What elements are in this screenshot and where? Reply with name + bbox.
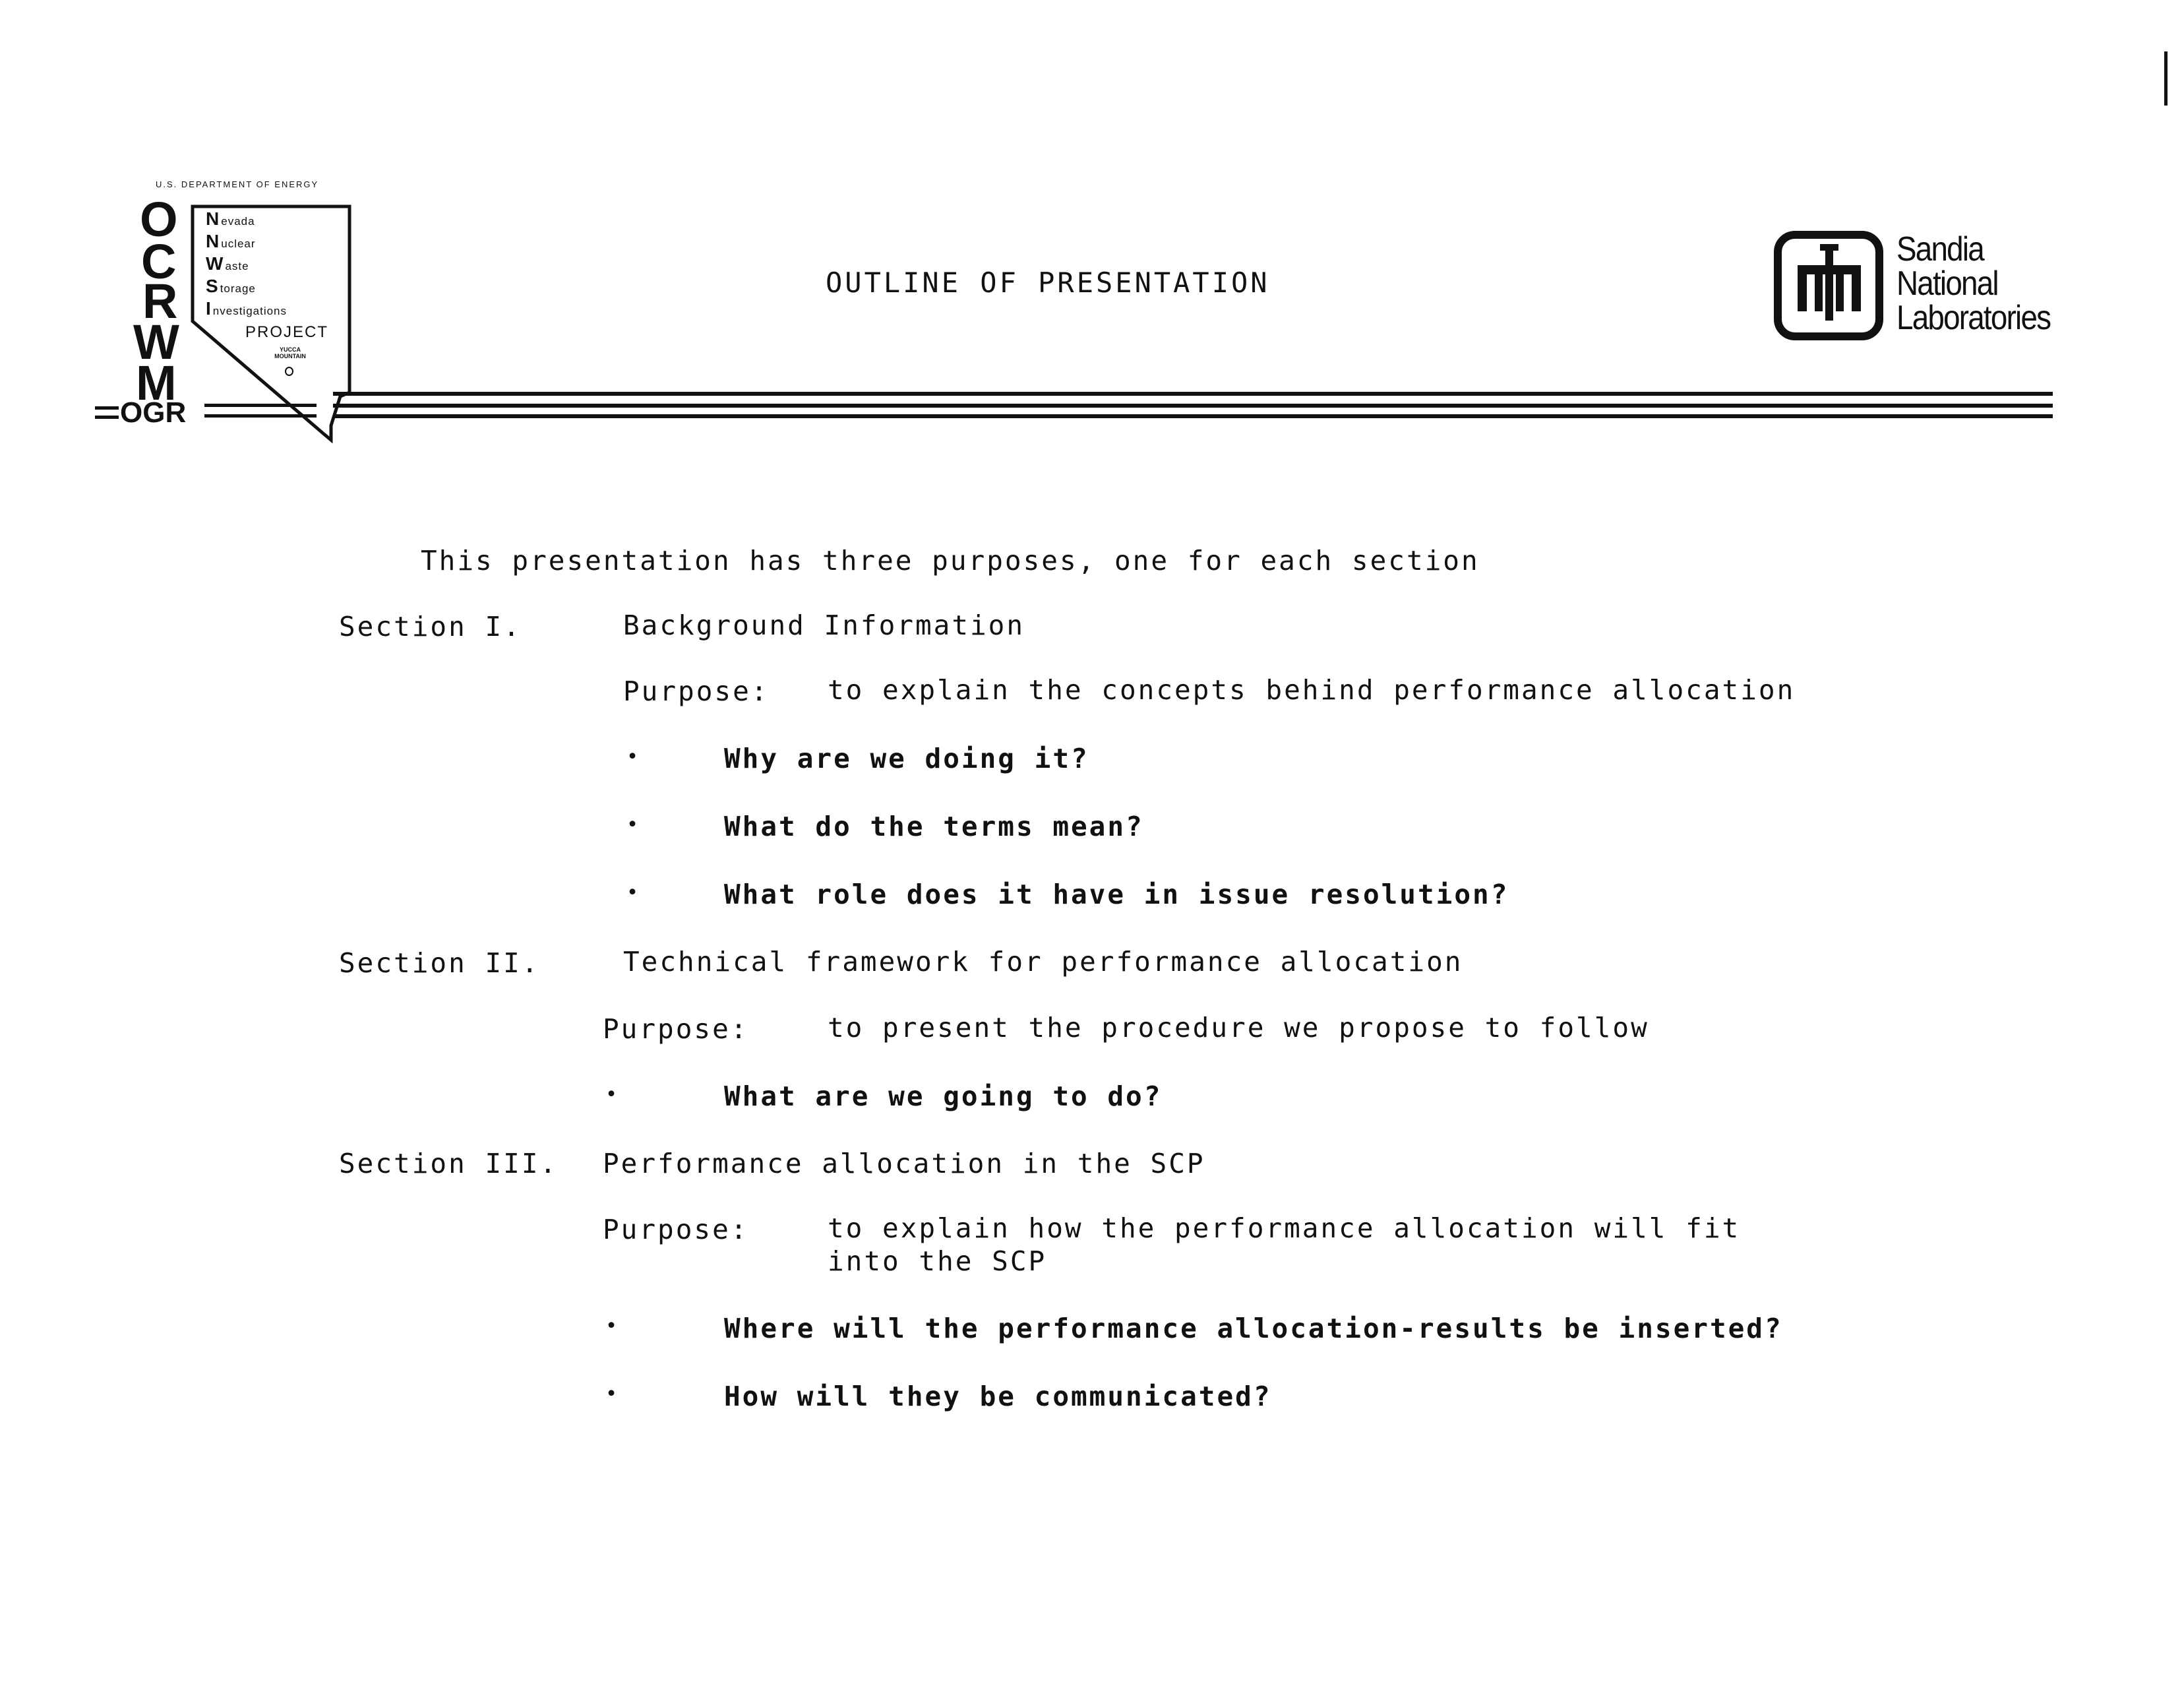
intro-text: This presentation has three purposes, one for each section <box>421 545 1480 576</box>
header-rule-long-bottom <box>333 414 2053 418</box>
page-title: OUTLINE OF PRESENTATION <box>826 266 1270 299</box>
yucca-mountain-label: YUCCA MOUNTAIN <box>274 346 306 359</box>
yucca-mountain-marker-icon <box>285 367 293 376</box>
section-3-purpose-text-line-2: into the SCP <box>828 1245 1047 1277</box>
section-1-bullet-3: What role does it have in issue resolution? <box>724 879 1509 910</box>
sandia-line-3: Laboratories <box>1896 299 2051 337</box>
section-2-purpose-label: Purpose: <box>603 1013 749 1045</box>
section-1-bullet-1-dot: • <box>626 745 639 768</box>
sandia-thunderbird-icon <box>1774 231 1883 340</box>
header-rule-short-top <box>204 404 317 407</box>
section-2-heading: Technical framework for performance allocation <box>623 946 1463 978</box>
section-2-purpose-text: to present the procedure we propose to follow <box>828 1012 1649 1043</box>
section-3-heading: Performance allocation in the SCP <box>603 1148 1205 1179</box>
header-rule-long-mid <box>333 404 2053 408</box>
section-1-purpose-text: to explain the concepts behind performance allocation <box>828 674 1796 706</box>
ocrwm-letter-c: C <box>141 234 177 289</box>
section-3-purpose-label: Purpose: <box>603 1214 749 1245</box>
section-1-label: Section I. <box>339 611 522 642</box>
nnwsi-row-nevada: Nevada <box>206 208 255 229</box>
header-rule-short-bottom <box>204 414 317 418</box>
sandia-line-1: Sandia <box>1896 230 1984 268</box>
section-1-bullet-3-dot: • <box>626 881 639 904</box>
section-3-bullet-2: How will they be communicated? <box>724 1381 1272 1412</box>
nnwsi-row-storage: Storage <box>206 276 256 296</box>
scan-mark-top-right <box>2164 51 2168 106</box>
section-1-bullet-1: Why are we doing it? <box>724 743 1089 774</box>
nnwsi-row-nuclear: Nuclear <box>206 231 256 251</box>
section-2-bullet-1-dot: • <box>605 1083 618 1106</box>
ocrwm-letter-w: W <box>133 315 179 369</box>
section-1-purpose-label: Purpose: <box>623 675 770 707</box>
ocrwm-letter-r: R <box>142 274 178 328</box>
section-3-bullet-2-dot: • <box>605 1383 618 1406</box>
section-1-heading: Background Information <box>623 609 1025 641</box>
nnwsi-row-waste: Waste <box>206 253 249 274</box>
section-1-bullet-2-dot: • <box>626 813 639 836</box>
header-rule-long-top <box>333 392 2053 396</box>
ocrwm-letter-o: O <box>140 192 178 247</box>
ogr-left-bars <box>95 406 119 410</box>
section-3-bullet-1-dot: • <box>605 1315 618 1338</box>
nnwsi-row-investigations: Investigations <box>206 298 288 319</box>
section-2-bullet-1: What are we going to do? <box>724 1080 1163 1112</box>
section-2-label: Section II. <box>339 947 540 979</box>
ocrwm-letter-m: M <box>136 356 177 410</box>
sandia-line-2: National <box>1896 265 1998 303</box>
section-3-label: Section III. <box>339 1148 559 1179</box>
ogr-label: OGR <box>120 396 187 429</box>
doe-label: U.S. DEPARTMENT OF ENERGY <box>156 179 319 189</box>
section-3-purpose-text-line-1: to explain how the performance allocation will fit <box>828 1212 1741 1244</box>
section-3-bullet-1: Where will the performance allocation-results be inserted? <box>724 1313 1783 1344</box>
project-label: PROJECT <box>245 323 329 341</box>
section-1-bullet-2: What do the terms mean? <box>724 811 1144 842</box>
